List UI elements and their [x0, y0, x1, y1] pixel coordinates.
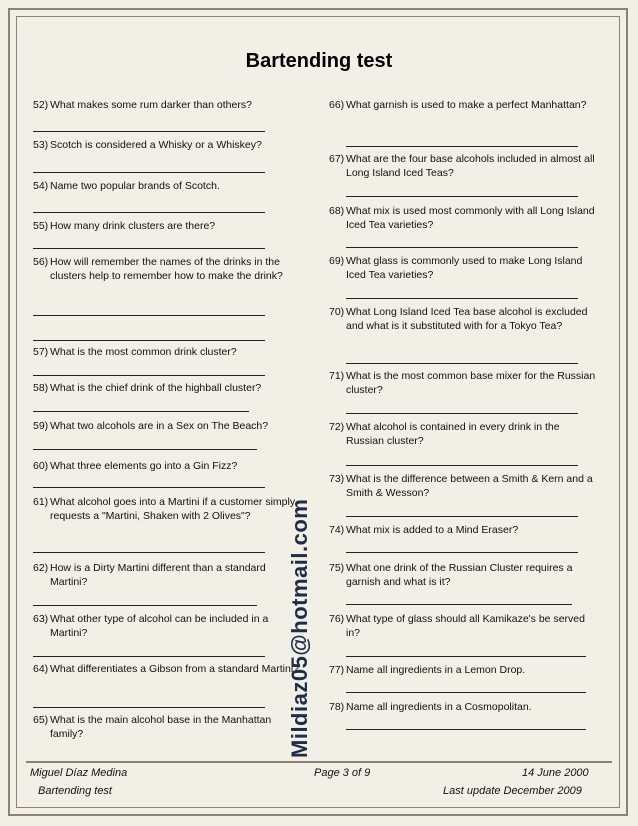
question — [33, 561, 301, 589]
page-border-inner — [16, 16, 620, 808]
question-text: What type of glass should all Kamikaze's be served in? — [346, 613, 585, 639]
answer-line[interactable] — [33, 248, 265, 249]
question — [329, 204, 597, 232]
footer-last-update: Last update December 2009 — [443, 785, 582, 797]
answer-line[interactable] — [33, 411, 249, 412]
question-text: Name all ingredients in a Cosmopolitan. — [346, 701, 532, 713]
answer-line[interactable] — [346, 363, 578, 364]
question-text: How is a Dirty Martini different than a standard Martini? — [50, 562, 266, 588]
question-number: 64) — [33, 663, 49, 675]
question-number: 73) — [329, 473, 345, 485]
answer-line[interactable] — [33, 487, 265, 488]
footer-page-number: Page 3 of 9 — [314, 767, 371, 779]
answer-line[interactable] — [33, 605, 257, 606]
question-number: 72) — [329, 421, 345, 433]
question-number: 56) — [33, 256, 49, 268]
question-number: 67) — [329, 153, 345, 165]
answer-line[interactable] — [346, 692, 586, 693]
answer-line[interactable] — [33, 449, 257, 450]
question-number: 62) — [33, 562, 49, 574]
question — [329, 561, 597, 589]
answer-line[interactable] — [33, 172, 265, 173]
question-text: What one drink of the Russian Cluster requires a garnish and what is it? — [346, 562, 573, 588]
question — [33, 459, 301, 473]
footer-subtitle: Bartending test — [38, 785, 112, 797]
answer-line[interactable] — [33, 131, 265, 132]
answer-line[interactable] — [346, 298, 578, 299]
question — [33, 713, 301, 741]
question-number: 54) — [33, 180, 49, 192]
answer-line[interactable] — [33, 707, 265, 708]
question — [329, 700, 597, 714]
footer-rule — [26, 761, 612, 763]
question-text: What three elements go into a Gin Fizz? — [50, 460, 238, 472]
question-number: 53) — [33, 139, 49, 151]
question — [329, 612, 597, 640]
question-text: What is the most common drink cluster? — [50, 346, 237, 358]
question — [33, 138, 301, 152]
question-text: How will remember the names of the drinks in the clusters help to remember how to make the drink? — [50, 256, 283, 282]
question-number: 75) — [329, 562, 345, 574]
question-text: What is the most common base mixer for the Russian cluster? — [346, 370, 596, 396]
answer-line[interactable] — [33, 340, 265, 341]
answer-line[interactable] — [346, 413, 578, 414]
question — [329, 254, 597, 282]
answer-line[interactable] — [346, 146, 578, 147]
question-number: 61) — [33, 496, 49, 508]
question — [329, 152, 597, 180]
answer-line[interactable] — [33, 315, 265, 316]
footer-date: 14 June 2000 — [522, 767, 589, 779]
question — [33, 345, 301, 359]
question-number: 70) — [329, 306, 345, 318]
question-number: 69) — [329, 255, 345, 267]
email-watermark: Mildiaz05@hotmail.com — [287, 498, 312, 758]
answer-line[interactable] — [346, 465, 578, 466]
question-text: What mix is added to a Mind Eraser? — [346, 524, 519, 536]
question-text: What alcohol goes into a Martini if a customer simply requests a "Martini, Shaken with 2 Olives"? — [50, 496, 296, 522]
question-text: What two alcohols are in a Sex on The Beach? — [50, 420, 269, 432]
question-text: What garnish is used to make a perfect Manhattan? — [346, 99, 587, 111]
question-text: What is the difference between a Smith & Kern and a Smith & Wesson? — [346, 473, 593, 499]
question-number: 63) — [33, 613, 49, 625]
answer-line[interactable] — [33, 375, 265, 376]
question-number: 55) — [33, 220, 49, 232]
question-text: What is the main alcohol base in the Manhattan family? — [50, 714, 272, 740]
question-text: What are the four base alcohols included in almost all Long Island Iced Teas? — [346, 153, 595, 179]
page-title: Bartending test — [245, 50, 393, 72]
question-number: 78) — [329, 701, 345, 713]
answer-line[interactable] — [346, 552, 578, 553]
question — [33, 612, 301, 640]
answer-line[interactable] — [346, 729, 586, 730]
question — [329, 369, 597, 397]
answer-line[interactable] — [33, 212, 265, 213]
footer-author: Miguel Díaz Medina — [30, 767, 128, 779]
question-number: 66) — [329, 99, 345, 111]
question — [33, 662, 301, 676]
question-text: What other type of alcohol can be included in a Martini? — [50, 613, 269, 639]
answer-line[interactable] — [346, 604, 572, 605]
answer-line[interactable] — [346, 516, 578, 517]
question — [329, 420, 597, 448]
question — [33, 495, 301, 523]
question — [33, 219, 301, 233]
question — [329, 523, 597, 537]
question — [329, 98, 597, 112]
question-number: 65) — [33, 714, 49, 726]
question-text: Scotch is considered a Whisky or a Whiskey? — [50, 139, 262, 151]
question-number: 77) — [329, 664, 345, 676]
question-number: 58) — [33, 382, 49, 394]
question-text: What is the chief drink of the highball cluster? — [50, 382, 262, 394]
question-text: How many drink clusters are there? — [50, 220, 216, 232]
question-text: What differentiates a Gibson from a standard Martini? — [50, 663, 300, 675]
question — [33, 179, 301, 193]
answer-line[interactable] — [346, 656, 586, 657]
question-number: 68) — [329, 205, 345, 217]
question — [33, 255, 301, 283]
question-number: 74) — [329, 524, 345, 536]
question-number: 57) — [33, 346, 49, 358]
answer-line[interactable] — [33, 656, 265, 657]
question-text: Name all ingredients in a Lemon Drop. — [346, 664, 526, 676]
question-text: What alcohol is contained in every drink in the Russian cluster? — [346, 421, 560, 447]
question — [33, 419, 301, 433]
question-text: What glass is commonly used to make Long Island Iced Tea varieties? — [346, 255, 583, 281]
question-number: 59) — [33, 420, 49, 432]
question-text: Name two popular brands of Scotch. — [50, 180, 220, 192]
question-text: What makes some rum darker than others? — [50, 99, 252, 111]
question-number: 60) — [33, 460, 49, 472]
question — [33, 98, 301, 112]
question-text: What mix is used most commonly with all Long Island Iced Tea varieties? — [346, 205, 595, 231]
question-number: 76) — [329, 613, 345, 625]
question — [329, 663, 597, 677]
question-number: 52) — [33, 99, 49, 111]
answer-line[interactable] — [346, 247, 578, 248]
question-text: What Long Island Iced Tea base alcohol is excluded and what is it substituted with for a Tokyo Tea? — [346, 306, 588, 332]
question — [33, 381, 301, 395]
answer-line[interactable] — [346, 196, 578, 197]
question — [329, 305, 597, 333]
question — [329, 472, 597, 500]
question-number: 71) — [329, 370, 345, 382]
answer-line[interactable] — [33, 552, 265, 553]
